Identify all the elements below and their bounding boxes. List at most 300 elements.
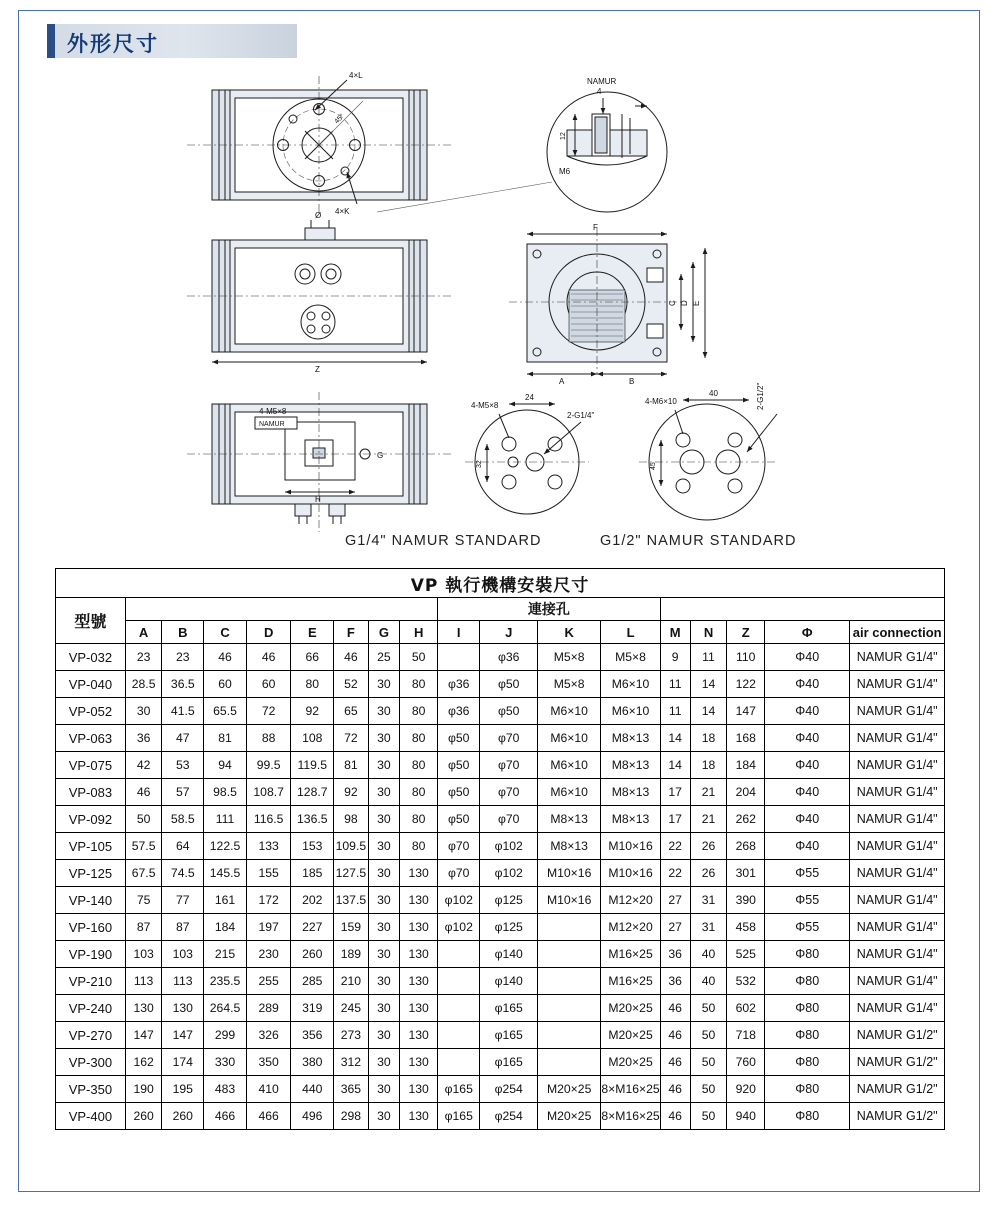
cell-h: 130 (400, 914, 438, 941)
svg-text:D: D (680, 300, 689, 306)
cell-d: 255 (246, 968, 290, 995)
cell-e: 80 (291, 671, 334, 698)
cell-l: M10×16 (601, 860, 660, 887)
cell-n: 50 (690, 1049, 727, 1076)
table-row (56, 1049, 945, 1076)
cell-b: 103 (162, 941, 204, 968)
cell-φ: Φ80 (765, 1022, 850, 1049)
cell-c: 330 (204, 1049, 247, 1076)
cell-i (438, 968, 480, 995)
cell-g: 30 (368, 914, 400, 941)
dimensions-table (55, 568, 945, 1130)
cell-air-connection: NAMUR G1/2" (850, 1022, 945, 1049)
cell-k: M8×13 (537, 833, 600, 860)
cell-model: VP-400 (56, 1103, 126, 1130)
cell-l: M8×13 (601, 752, 660, 779)
cell-d: 289 (246, 995, 290, 1022)
cell-n: 14 (690, 671, 727, 698)
dimensions-table-wrap (55, 568, 945, 1130)
cell-a: 75 (125, 887, 162, 914)
cell-a: 46 (125, 779, 162, 806)
cell-l: M16×25 (601, 941, 660, 968)
cell-c: 98.5 (204, 779, 247, 806)
table-row (56, 968, 945, 995)
cell-z: 940 (727, 1103, 765, 1130)
svg-text:M6: M6 (559, 167, 571, 176)
col-header-d: D (246, 621, 290, 644)
cell-g: 30 (368, 860, 400, 887)
cell-c: 466 (204, 1103, 247, 1130)
cell-n: 21 (690, 806, 727, 833)
cell-d: 172 (246, 887, 290, 914)
cell-d: 230 (246, 941, 290, 968)
cell-e: 185 (291, 860, 334, 887)
table-row (56, 1022, 945, 1049)
cell-air-connection: NAMUR G1/4" (850, 644, 945, 671)
table-row (56, 914, 945, 941)
cell-z: 122 (727, 671, 765, 698)
cell-m: 14 (660, 752, 690, 779)
cell-e: 440 (291, 1076, 334, 1103)
cell-z: 390 (727, 887, 765, 914)
cell-j: φ102 (480, 833, 537, 860)
cell-a: 130 (125, 995, 162, 1022)
svg-text:32: 32 (476, 460, 483, 468)
cell-a: 87 (125, 914, 162, 941)
cell-g: 30 (368, 671, 400, 698)
cell-d: 72 (246, 698, 290, 725)
svg-text:40: 40 (709, 389, 718, 398)
cell-model: VP-092 (56, 806, 126, 833)
svg-text:G: G (377, 451, 384, 460)
col-header-g: G (368, 621, 400, 644)
cell-i: φ70 (438, 860, 480, 887)
cell-i (438, 1049, 480, 1076)
cell-j: φ102 (480, 860, 537, 887)
cell-m: 36 (660, 968, 690, 995)
col-header-n: N (690, 621, 727, 644)
cell-i (438, 941, 480, 968)
cell-φ: Φ40 (765, 752, 850, 779)
cell-j: φ70 (480, 779, 537, 806)
cell-e: 202 (291, 887, 334, 914)
cell-φ: Φ80 (765, 1049, 850, 1076)
cell-h: 50 (400, 644, 438, 671)
cell-m: 14 (660, 725, 690, 752)
cell-φ: Φ40 (765, 779, 850, 806)
cell-a: 28.5 (125, 671, 162, 698)
cell-i: φ165 (438, 1103, 480, 1130)
cell-e: 285 (291, 968, 334, 995)
cell-g: 30 (368, 995, 400, 1022)
svg-text:4×L: 4×L (349, 71, 363, 80)
header-accent-bar (47, 24, 55, 58)
cell-a: 113 (125, 968, 162, 995)
svg-text:45: 45 (650, 462, 657, 470)
caption-g14: G1/4" NAMUR STANDARD (345, 533, 542, 549)
group-header-blank-2 (660, 598, 944, 621)
cell-air-connection: NAMUR G1/2" (850, 1103, 945, 1130)
svg-text:E: E (692, 300, 701, 306)
cell-a: 162 (125, 1049, 162, 1076)
cell-φ: Φ40 (765, 725, 850, 752)
cell-n: 18 (690, 752, 727, 779)
cell-c: 81 (204, 725, 247, 752)
cell-n: 50 (690, 1076, 727, 1103)
cell-g: 30 (368, 941, 400, 968)
cell-model: VP-075 (56, 752, 126, 779)
cell-e: 496 (291, 1103, 334, 1130)
cell-b: 174 (162, 1049, 204, 1076)
cell-z: 760 (727, 1049, 765, 1076)
cell-l: M16×25 (601, 968, 660, 995)
cell-air-connection: NAMUR G1/4" (850, 914, 945, 941)
cell-a: 67.5 (125, 860, 162, 887)
cell-b: 87 (162, 914, 204, 941)
cell-c: 184 (204, 914, 247, 941)
cell-l: M12×20 (601, 914, 660, 941)
svg-text:4-M6×10: 4-M6×10 (645, 397, 677, 406)
cell-m: 27 (660, 887, 690, 914)
table-row (56, 671, 945, 698)
cell-f: 65 (334, 698, 368, 725)
group-header-connection-holes: 連接孔 (438, 598, 661, 621)
drawing-top-view (187, 71, 452, 216)
cell-j: φ140 (480, 968, 537, 995)
table-row (56, 752, 945, 779)
cell-b: 57 (162, 779, 204, 806)
cell-h: 130 (400, 1076, 438, 1103)
cell-d: 60 (246, 671, 290, 698)
cell-h: 130 (400, 968, 438, 995)
col-header-air-connection: air connection (850, 621, 945, 644)
cell-φ: Φ40 (765, 806, 850, 833)
cell-m: 27 (660, 914, 690, 941)
svg-text:2-G1/2": 2-G1/2" (756, 382, 765, 410)
cell-model: VP-083 (56, 779, 126, 806)
cell-e: 153 (291, 833, 334, 860)
cell-e: 128.7 (291, 779, 334, 806)
cell-a: 50 (125, 806, 162, 833)
cell-air-connection: NAMUR G1/4" (850, 968, 945, 995)
svg-text:A: A (559, 377, 565, 386)
cell-d: 108.7 (246, 779, 290, 806)
table-title: VP 執行機構安裝尺寸 (56, 569, 945, 598)
cell-n: 21 (690, 779, 727, 806)
cell-air-connection: NAMUR G1/4" (850, 725, 945, 752)
table-row (56, 779, 945, 806)
cell-h: 80 (400, 671, 438, 698)
cell-k: M6×10 (537, 779, 600, 806)
cell-air-connection: NAMUR G1/4" (850, 833, 945, 860)
table-row (56, 1076, 945, 1103)
cell-model: VP-125 (56, 860, 126, 887)
cell-m: 46 (660, 1049, 690, 1076)
cell-f: 98 (334, 806, 368, 833)
cell-b: 23 (162, 644, 204, 671)
cell-f: 92 (334, 779, 368, 806)
col-header-a: A (125, 621, 162, 644)
cell-i: φ50 (438, 752, 480, 779)
cell-b: 195 (162, 1076, 204, 1103)
cell-model: VP-240 (56, 995, 126, 1022)
cell-k: M5×8 (537, 671, 600, 698)
cell-i (438, 644, 480, 671)
cell-g: 30 (368, 1022, 400, 1049)
svg-text:Z: Z (315, 365, 320, 374)
cell-k: M20×25 (537, 1103, 600, 1130)
cell-air-connection: NAMUR G1/2" (850, 1049, 945, 1076)
col-header-j: J (480, 621, 537, 644)
cell-g: 30 (368, 1049, 400, 1076)
cell-k (537, 1049, 600, 1076)
cell-d: 326 (246, 1022, 290, 1049)
drawing-side-view (187, 211, 452, 374)
cell-e: 227 (291, 914, 334, 941)
cell-n: 11 (690, 644, 727, 671)
cell-l: M5×8 (601, 644, 660, 671)
cell-k: M10×16 (537, 887, 600, 914)
cell-h: 130 (400, 1049, 438, 1076)
cell-model: VP-160 (56, 914, 126, 941)
cell-model: VP-140 (56, 887, 126, 914)
cell-k: M20×25 (537, 1076, 600, 1103)
cell-d: 410 (246, 1076, 290, 1103)
svg-text:F: F (593, 223, 598, 232)
cell-e: 66 (291, 644, 334, 671)
cell-g: 30 (368, 1103, 400, 1130)
cell-g: 30 (368, 833, 400, 860)
table-row (56, 860, 945, 887)
cell-j: φ50 (480, 698, 537, 725)
cell-l: M8×13 (601, 725, 660, 752)
cell-g: 30 (368, 806, 400, 833)
cell-j: φ125 (480, 887, 537, 914)
cell-z: 301 (727, 860, 765, 887)
col-header-phi: Φ (765, 621, 850, 644)
cell-z: 532 (727, 968, 765, 995)
cell-l: M20×25 (601, 995, 660, 1022)
cell-j: φ165 (480, 1022, 537, 1049)
cell-j: φ70 (480, 806, 537, 833)
col-header-model: 型號 (56, 598, 126, 644)
cell-f: 81 (334, 752, 368, 779)
cell-m: 46 (660, 1076, 690, 1103)
cell-φ: Φ40 (765, 833, 850, 860)
cell-model: VP-040 (56, 671, 126, 698)
cell-j: φ50 (480, 671, 537, 698)
cell-e: 136.5 (291, 806, 334, 833)
cell-m: 11 (660, 671, 690, 698)
cell-f: 365 (334, 1076, 368, 1103)
cell-g: 30 (368, 698, 400, 725)
cell-b: 47 (162, 725, 204, 752)
cell-air-connection: NAMUR G1/4" (850, 779, 945, 806)
cell-air-connection: NAMUR G1/4" (850, 860, 945, 887)
cell-e: 108 (291, 725, 334, 752)
cell-g: 25 (368, 644, 400, 671)
cell-h: 80 (400, 698, 438, 725)
cell-k: M6×10 (537, 725, 600, 752)
cell-d: 88 (246, 725, 290, 752)
cell-b: 77 (162, 887, 204, 914)
cell-c: 111 (204, 806, 247, 833)
cell-b: 36.5 (162, 671, 204, 698)
cell-k (537, 968, 600, 995)
svg-text:45°: 45° (333, 112, 346, 126)
cell-j: φ165 (480, 1049, 537, 1076)
cell-k (537, 914, 600, 941)
cell-e: 356 (291, 1022, 334, 1049)
cell-g: 30 (368, 1076, 400, 1103)
cell-k: M10×16 (537, 860, 600, 887)
cell-model: VP-350 (56, 1076, 126, 1103)
table-row (56, 995, 945, 1022)
cell-b: 74.5 (162, 860, 204, 887)
cell-m: 11 (660, 698, 690, 725)
cell-g: 30 (368, 887, 400, 914)
cell-φ: Φ40 (765, 671, 850, 698)
cell-z: 262 (727, 806, 765, 833)
cell-z: 458 (727, 914, 765, 941)
cell-j: φ70 (480, 752, 537, 779)
cell-z: 147 (727, 698, 765, 725)
drawing-namur-g12-flange (639, 383, 777, 520)
cell-air-connection: NAMUR G1/4" (850, 941, 945, 968)
cell-z: 920 (727, 1076, 765, 1103)
cell-φ: Φ80 (765, 995, 850, 1022)
cell-air-connection: NAMUR G1/4" (850, 806, 945, 833)
cell-n: 26 (690, 860, 727, 887)
cell-φ: Φ55 (765, 860, 850, 887)
cell-n: 18 (690, 725, 727, 752)
cell-a: 23 (125, 644, 162, 671)
cell-f: 159 (334, 914, 368, 941)
cell-air-connection: NAMUR G1/4" (850, 698, 945, 725)
cell-c: 299 (204, 1022, 247, 1049)
cell-m: 17 (660, 806, 690, 833)
cell-g: 30 (368, 725, 400, 752)
cell-j: φ70 (480, 725, 537, 752)
svg-text:Ø: Ø (315, 211, 322, 220)
cell-c: 215 (204, 941, 247, 968)
cell-m: 46 (660, 1022, 690, 1049)
cell-e: 260 (291, 941, 334, 968)
cell-f: 312 (334, 1049, 368, 1076)
cell-n: 50 (690, 995, 727, 1022)
cell-φ: Φ80 (765, 1103, 850, 1130)
cell-z: 184 (727, 752, 765, 779)
cell-a: 260 (125, 1103, 162, 1130)
col-header-f: F (334, 621, 368, 644)
cell-d: 197 (246, 914, 290, 941)
cell-i: φ36 (438, 671, 480, 698)
cell-i: φ50 (438, 779, 480, 806)
cell-c: 65.5 (204, 698, 247, 725)
cell-k: M6×10 (537, 698, 600, 725)
cell-φ: Φ80 (765, 1076, 850, 1103)
cell-model: VP-270 (56, 1022, 126, 1049)
table-row (56, 887, 945, 914)
cell-m: 36 (660, 941, 690, 968)
cell-k: M5×8 (537, 644, 600, 671)
cell-f: 127.5 (334, 860, 368, 887)
cell-m: 9 (660, 644, 690, 671)
table-row (56, 644, 945, 671)
group-header-blank (125, 598, 437, 621)
cell-f: 72 (334, 725, 368, 752)
cell-d: 466 (246, 1103, 290, 1130)
col-header-m: M (660, 621, 690, 644)
cell-e: 380 (291, 1049, 334, 1076)
cell-k: M8×13 (537, 806, 600, 833)
cell-d: 155 (246, 860, 290, 887)
cell-h: 130 (400, 860, 438, 887)
cell-model: VP-063 (56, 725, 126, 752)
cell-h: 130 (400, 887, 438, 914)
cell-g: 30 (368, 779, 400, 806)
drawing-captions (47, 533, 952, 555)
cell-a: 30 (125, 698, 162, 725)
cell-h: 80 (400, 779, 438, 806)
cell-air-connection: NAMUR G1/4" (850, 995, 945, 1022)
col-header-e: E (291, 621, 334, 644)
cell-h: 130 (400, 995, 438, 1022)
cell-model: VP-300 (56, 1049, 126, 1076)
cell-l: M6×10 (601, 671, 660, 698)
cell-h: 80 (400, 806, 438, 833)
cell-air-connection: NAMUR G1/4" (850, 887, 945, 914)
cell-z: 525 (727, 941, 765, 968)
cell-n: 14 (690, 698, 727, 725)
cell-m: 46 (660, 995, 690, 1022)
cell-h: 80 (400, 752, 438, 779)
cell-φ: Φ55 (765, 914, 850, 941)
cell-k (537, 1022, 600, 1049)
cell-b: 113 (162, 968, 204, 995)
cell-e: 119.5 (291, 752, 334, 779)
table-row (56, 833, 945, 860)
cell-c: 264.5 (204, 995, 247, 1022)
cell-l: M6×10 (601, 698, 660, 725)
cell-l: M20×25 (601, 1049, 660, 1076)
cell-n: 50 (690, 1103, 727, 1130)
cell-m: 22 (660, 833, 690, 860)
cell-i: φ102 (438, 914, 480, 941)
cell-d: 99.5 (246, 752, 290, 779)
cell-k (537, 995, 600, 1022)
cell-f: 189 (334, 941, 368, 968)
cell-j: φ36 (480, 644, 537, 671)
cell-f: 137.5 (334, 887, 368, 914)
cell-c: 94 (204, 752, 247, 779)
cell-b: 147 (162, 1022, 204, 1049)
cell-c: 483 (204, 1076, 247, 1103)
cell-air-connection: NAMUR G1/4" (850, 752, 945, 779)
svg-text:B: B (629, 377, 635, 386)
cell-e: 319 (291, 995, 334, 1022)
table-row (56, 806, 945, 833)
cell-m: 17 (660, 779, 690, 806)
cell-l: M10×16 (601, 833, 660, 860)
cell-d: 46 (246, 644, 290, 671)
cell-n: 26 (690, 833, 727, 860)
cell-model: VP-210 (56, 968, 126, 995)
cell-l: M8×13 (601, 779, 660, 806)
cell-air-connection: NAMUR G1/2" (850, 1076, 945, 1103)
cell-l: M20×25 (601, 1022, 660, 1049)
cell-h: 130 (400, 941, 438, 968)
